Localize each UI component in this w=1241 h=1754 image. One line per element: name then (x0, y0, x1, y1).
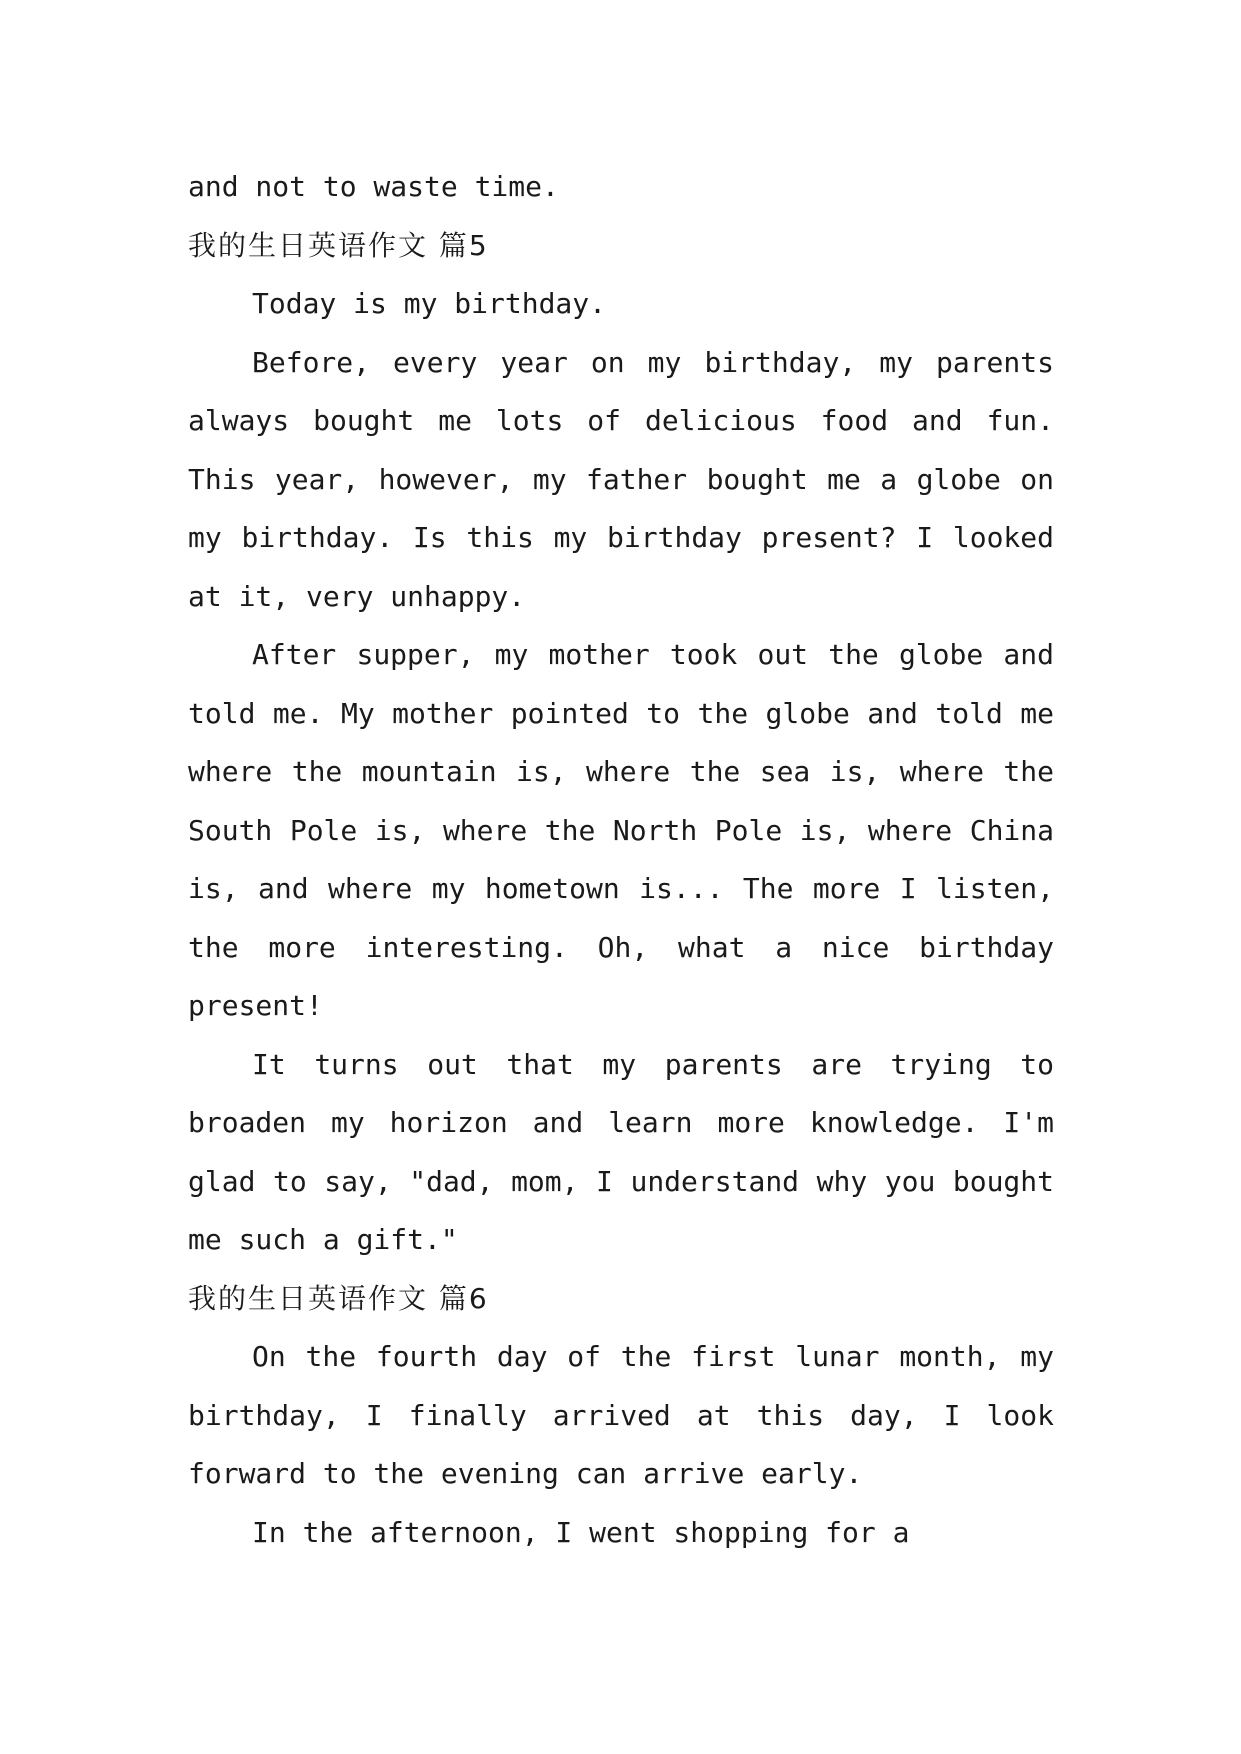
section-heading-5: 我的生日英语作文 篇5 (188, 228, 489, 262)
paragraph-continued: and not to waste time. (188, 170, 559, 203)
paragraph: Before, every year on my birthday, my parents always bought me lots of delicious food and fun. This year, however, my father bought me a globe on my birthday. Is this my birthday present? I looked at it, very unhappy. (188, 345, 1054, 613)
paragraph-truncated: In the afternoon, I went shopping for a (252, 1515, 910, 1549)
paragraph: After supper, my mother took out the globe and told me. My mother pointed to the globe and told me where the mountain is, where the sea is, where the South Pole is, where the North Pole is, where China is, and where my hometown is... The more I listen, the more interesting. Oh, what a nice birthday present! (188, 638, 1054, 1022)
paragraph: It turns out that my parents are trying to broaden my horizon and learn more knowledge. I'm glad to say, "dad, mom, I understand why you bought me such a gift." (188, 1047, 1054, 1256)
paragraph: On the fourth day of the first lunar month, my birthday, I finally arrived at this day, I look forward to the evening can arrive early. (188, 1340, 1054, 1490)
section-heading-6: 我的生日英语作文 篇6 (188, 1281, 489, 1315)
document-body (188, 158, 1054, 1562)
paragraph: Today is my birthday. (252, 287, 607, 320)
